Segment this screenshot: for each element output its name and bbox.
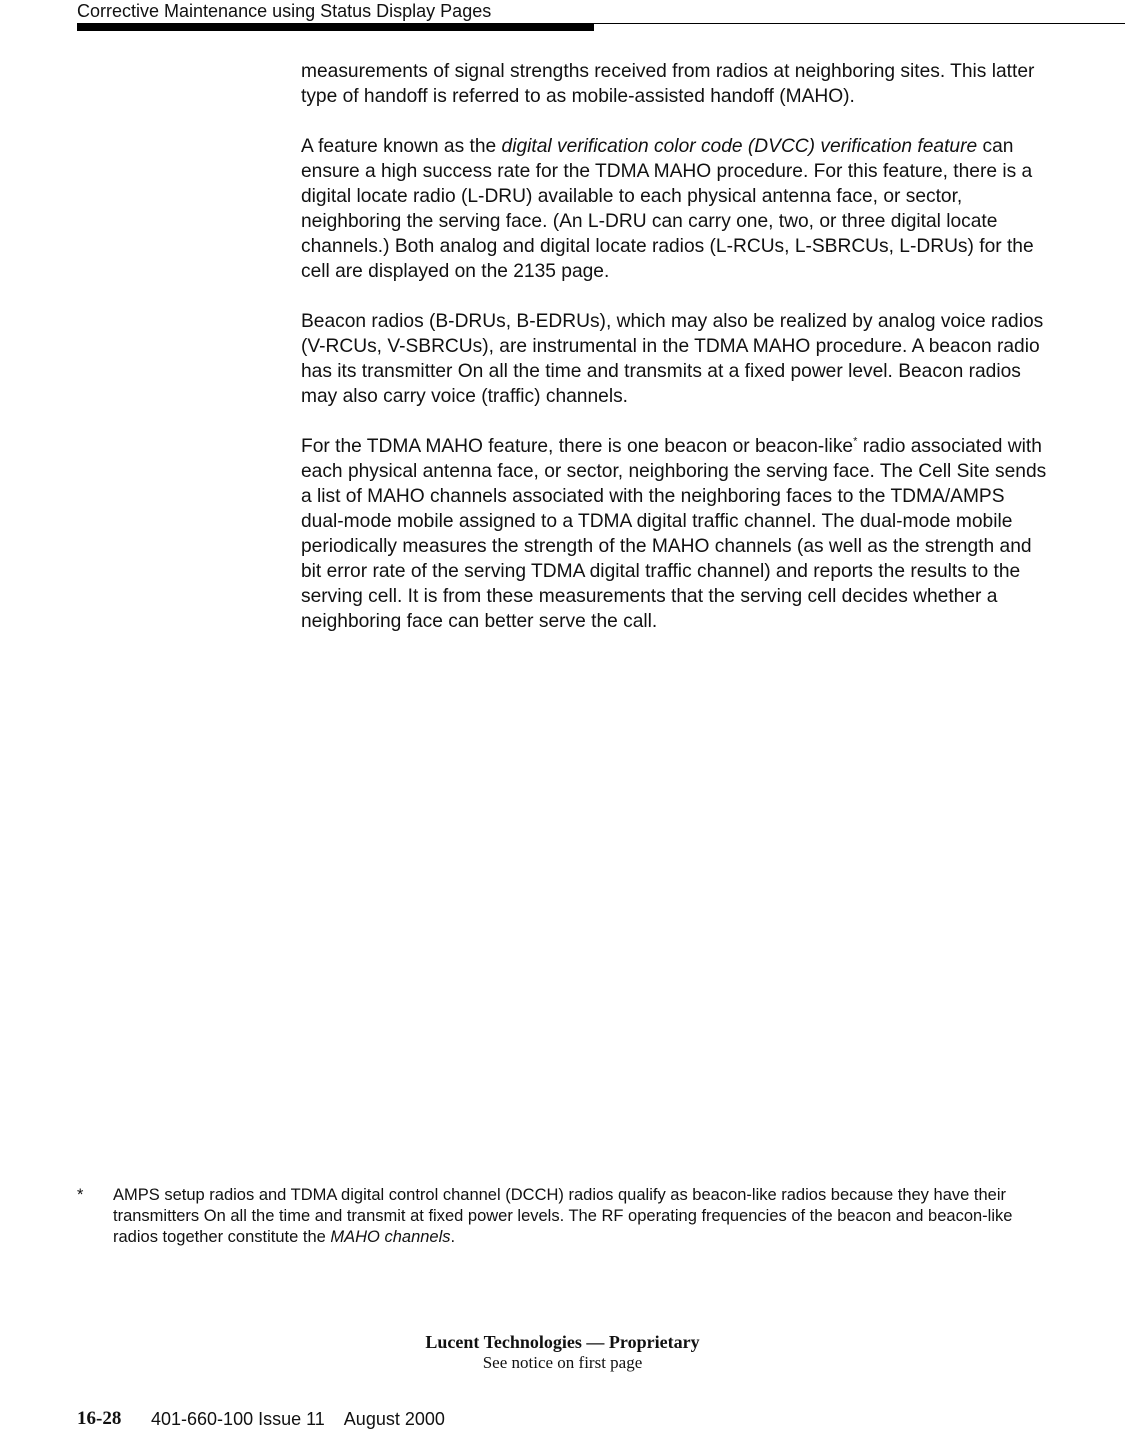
- paragraph-4: [301, 434, 1051, 634]
- body-text: [301, 59, 1051, 659]
- footnote-text-end: .: [450, 1228, 456, 1246]
- footnote-marker: *: [77, 1186, 84, 1204]
- footer-company: Lucent Technologies — Proprietary: [425, 1332, 700, 1352]
- footnote: [77, 1185, 1057, 1248]
- header-rule-bar: [77, 24, 594, 31]
- page-number: 16-28: [77, 1408, 122, 1429]
- running-header: Corrective Maintenance using Status Display Pages: [77, 1, 492, 21]
- document-info: 401-660-100 Issue 11 August 2000: [151, 1409, 445, 1429]
- paragraph-2-rest: can ensure a high success rate for the TDMA MAHO procedure. For this feature, there is a digital locate radio (L-DRU) available to each physical antenna face, or sector, neighboring the serving face. (An L-DRU can carry one, two, or three digital locate channels.) Both analog and digital locate radios (L-RCUs, L-SBRCUs, L-DRUs) for the cell are displayed on the 2135 page.: [301, 136, 1034, 282]
- paragraph-2: [301, 134, 1051, 284]
- footnote-reference[interactable]: *: [853, 435, 858, 448]
- dvcc-term: digital verification color code (DVCC) verification feature: [501, 136, 978, 157]
- footnote-text: [113, 1185, 1057, 1248]
- paragraph-2-lead: A feature known as the: [301, 136, 502, 157]
- paragraph-3: Beacon radios (B-DRUs, B-EDRUs), which may also be realized by analog voice radios (V-RCUs, V-SBRCUs), are instrumental in the TDMA MAHO procedure. A beacon radio has its transmitter On all the time and transmits at a fixed power level. Beacon radios may also carry voice (traffic) channels.: [301, 311, 1044, 407]
- footer-notice: See notice on first page: [482, 1353, 643, 1372]
- maho-channels-term: MAHO channels: [330, 1228, 451, 1246]
- footnote-text-lead: AMPS setup radios and TDMA digital control channel (DCCH) radios qualify as beacon-like radios because they have their transmitters On all the time and transmit at fixed power levels. The RF operating frequencies of the beacon and beacon-like radios together constitute the: [113, 1186, 1013, 1246]
- paragraph-4-rest: radio associated with each physical antenna face, or sector, neighboring the serving face. The Cell Site sends a list of MAHO channels associated with the neighboring faces to the TDMA/AMPS dual-mode mobile assigned to a TDMA digital traffic channel. The dual-mode mobile periodically measures the strength of the MAHO channels (as well as the strength and bit error rate of the serving TDMA digital traffic channel) and reports the results to the serving cell. It is from these measurements that the serving cell decides whether a neighboring face can better serve the call.: [301, 436, 1047, 632]
- paragraph-1: measurements of signal strengths received from radios at neighboring sites. This latter type of handoff is referred to as mobile-assisted handoff (MAHO).: [301, 61, 1035, 107]
- paragraph-4-lead: For the TDMA MAHO feature, there is one beacon or beacon-like: [301, 436, 854, 457]
